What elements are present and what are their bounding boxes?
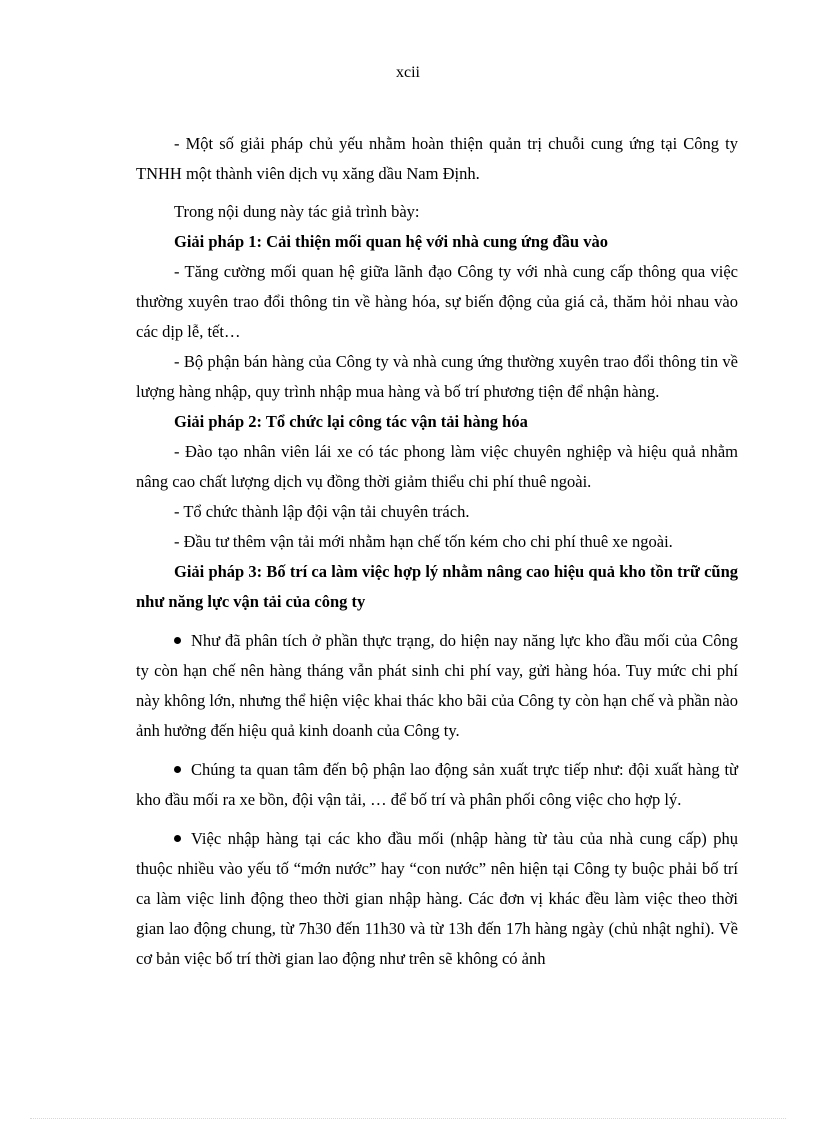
bullet-item — [136, 626, 738, 746]
heading-solution-2: Giải pháp 2: Tổ chức lại công tác vận tải hàng hóa — [174, 412, 528, 431]
bullet-item — [136, 755, 738, 815]
paragraph-solution-2-item-2: - Tổ chức thành lập đội vận tải chuyên trách. — [174, 502, 470, 521]
paragraph-solution-2-item-3: - Đầu tư thêm vận tải mới nhằm hạn chế tốn kém cho chi phí thuê xe ngoài. — [174, 532, 673, 551]
bullet-dot-icon — [174, 637, 181, 644]
paragraph-solution-1-item-2: - Bộ phận bán hàng của Công ty và nhà cung ứng thường xuyên trao đổi thông tin về lượng hàng nhập, quy trình nhập mua hàng và bố trí phương tiện để nhận hàng. — [136, 352, 738, 401]
heading-solution-1: Giải pháp 1: Cải thiện mối quan hệ với nhà cung ứng đầu vào — [174, 232, 608, 251]
page-number: xcii — [396, 64, 420, 81]
paragraph-lead: Trong nội dung này tác giả trình bày: — [174, 202, 420, 221]
bullet-dot-icon — [174, 835, 181, 842]
page-bottom-rule — [30, 1118, 786, 1119]
bullet-text: Chúng ta quan tâm đến bộ phận lao động sản xuất trực tiếp như: đội xuất hàng từ kho đầu mối ra xe bồn, đội vận tải, … để bố trí và phân phối công việc cho hợp lý. — [136, 760, 738, 809]
bullet-text: Như đã phân tích ở phần thực trạng, do hiện nay năng lực kho đầu mối của Công ty còn hạn chế nên hàng tháng vẫn phát sinh chi phí vay, gửi hàng hóa. Tuy mức chi phí này không lớn, nhưng thể hiện việc khai thác kho bãi của Công ty còn hạn chế và phần nào ảnh hưởng đến hiệu quả kinh doanh của Công ty. — [136, 631, 738, 740]
paragraph-solution-2-item-1: - Đào tạo nhân viên lái xe có tác phong làm việc chuyên nghiệp và hiệu quả nhằm nâng cao chất lượng dịch vụ đồng thời giảm thiểu chi phí thuê ngoài. — [136, 442, 738, 491]
paragraph-solution-1-item-1: - Tăng cường mối quan hệ giữa lãnh đạo Công ty với nhà cung cấp thông qua việc thường xuyên trao đổi thông tin về hàng hóa, sự biến động của giá cả, thăm hỏi nhau vào các dịp lễ, tết… — [136, 262, 738, 341]
document-body — [136, 129, 738, 974]
paragraph-intro: - Một số giải pháp chủ yếu nhằm hoàn thiện quản trị chuỗi cung ứng tại Công ty TNHH một thành viên dịch vụ xăng dầu Nam Định. — [136, 134, 738, 183]
heading-solution-3: Giải pháp 3: Bố trí ca làm việc hợp lý nhằm nâng cao hiệu quả kho tồn trữ cũng như năng lực vận tải của công ty — [136, 562, 738, 611]
bullet-text: Việc nhập hàng tại các kho đầu mối (nhập hàng từ tàu của nhà cung cấp) phụ thuộc nhiều vào yếu tố “mớn nước” hay “con nước” nên hiện tại Công ty buộc phải bố trí ca làm việc linh động theo thời gian nhập hàng. Các đơn vị khác đều làm việc theo thời gian lao động chung, từ 7h30 đến 11h30 và từ 13h đến 17h hàng ngày (chủ nhật nghỉ). Về cơ bản việc bố trí thời gian lao động như trên sẽ không có ảnh — [136, 829, 738, 968]
bullet-item — [136, 824, 738, 974]
bullet-dot-icon — [174, 766, 181, 773]
